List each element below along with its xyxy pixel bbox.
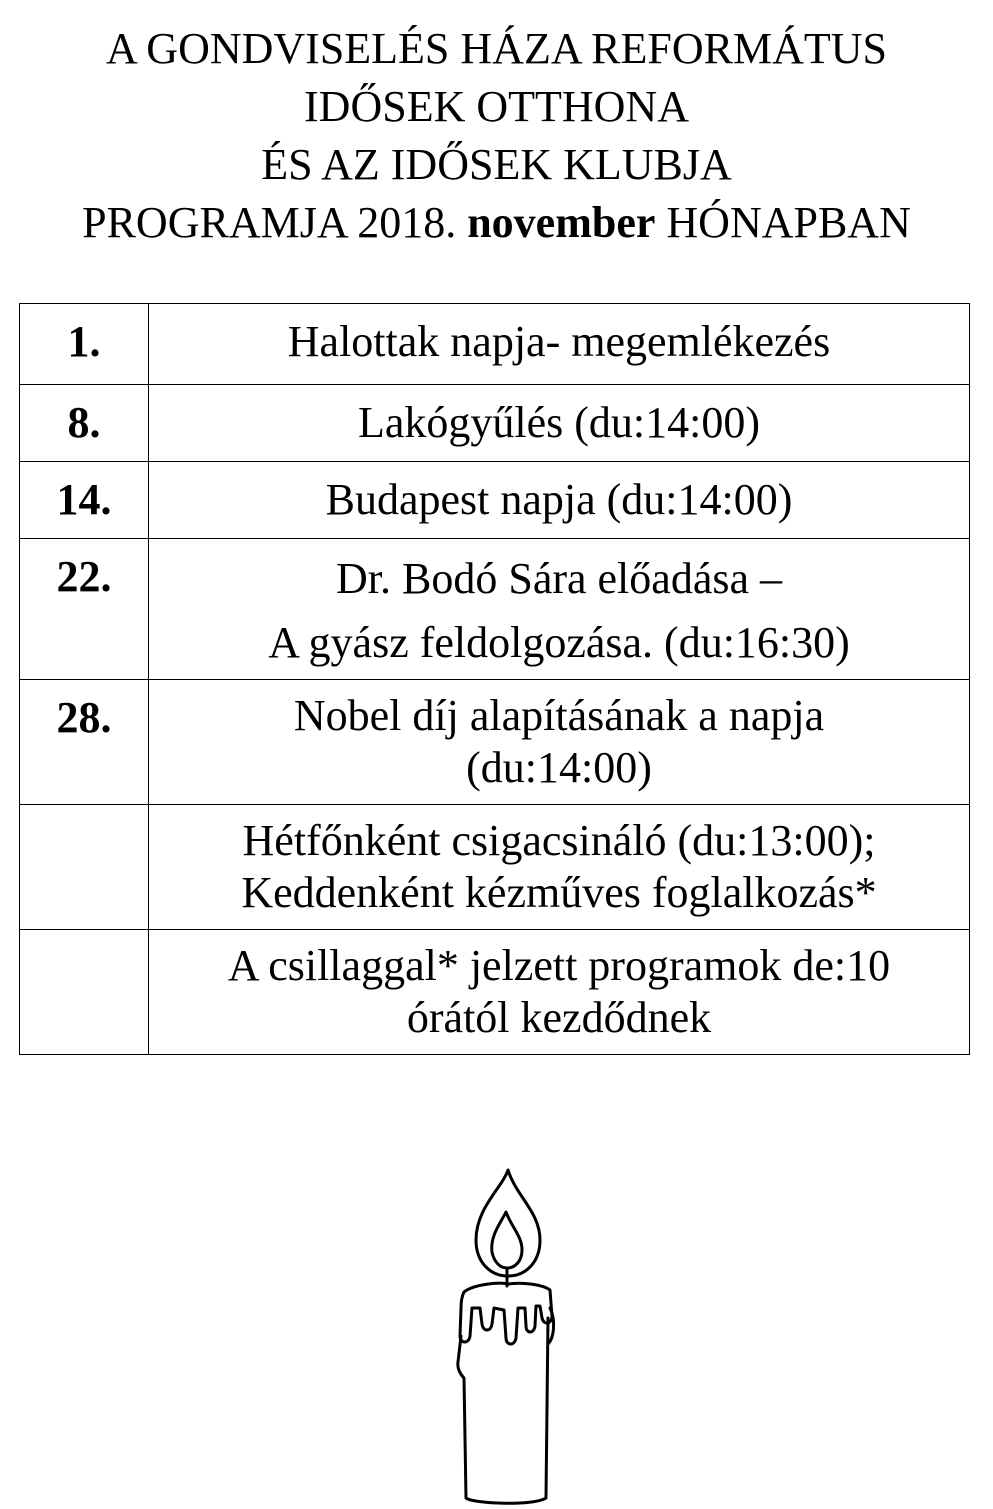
table-row (20, 805, 970, 930)
table-row (20, 462, 970, 539)
event-cell (149, 385, 970, 462)
event-cell (149, 930, 970, 1055)
title-line-3: ÉS AZ IDŐSEK KLUBJA (261, 140, 732, 189)
event-line: órától kezdődnek (406, 993, 712, 1042)
title-month: november (467, 198, 656, 247)
title-line-1: A GONDVISELÉS HÁZA REFORMÁTUS (105, 24, 888, 73)
program-table (19, 303, 970, 1055)
day-cell: 22. (20, 539, 149, 680)
table-row (20, 304, 970, 385)
candle-body (460, 1283, 552, 1344)
day-cell: 28. (20, 680, 149, 805)
event-line: Halottak napja- megemlékezés (287, 317, 831, 366)
title-program-year: PROGRAMJA 2018. (82, 198, 457, 247)
event-line: Budapest napja (du:14:00) (325, 475, 793, 524)
title-month-suffix: HÓNAPBAN (666, 198, 911, 247)
table-row (20, 539, 970, 680)
day-cell (20, 930, 149, 1055)
event-line: Dr. Bodó Sára előadása – (336, 554, 782, 603)
day-cell (20, 805, 149, 930)
title-line-2: IDŐSEK OTTHONA (304, 82, 689, 131)
page-title (0, 20, 993, 252)
candle-icon (430, 1148, 580, 1509)
table-row (20, 680, 970, 805)
event-line: Nobel díj alapításának a napja (293, 691, 825, 740)
event-line: (du:14:00) (466, 743, 652, 792)
event-line: Hétfőnként csigacsináló (du:13:00); (242, 816, 876, 865)
flame-inner (492, 1212, 522, 1268)
event-line: A csillaggal* jelzett programok de:10 (227, 941, 891, 990)
event-line: Lakógyűlés (du:14:00) (357, 398, 761, 447)
event-cell (149, 462, 970, 539)
event-line: Keddenként kézműves foglalkozás* (241, 868, 877, 917)
table-row (20, 385, 970, 462)
table-row (20, 930, 970, 1055)
candle-side-left (458, 1318, 548, 1503)
event-cell (149, 680, 970, 805)
event-line: A gyász feldolgozása. (du:16:30) (268, 618, 850, 667)
day-cell: 14. (20, 462, 149, 539)
day-cell: 8. (20, 385, 149, 462)
day-cell: 1. (20, 304, 149, 385)
title-line-4 (0, 194, 993, 252)
event-cell (149, 304, 970, 385)
event-cell (149, 539, 970, 680)
flame-outer (476, 1170, 540, 1276)
event-cell (149, 805, 970, 930)
